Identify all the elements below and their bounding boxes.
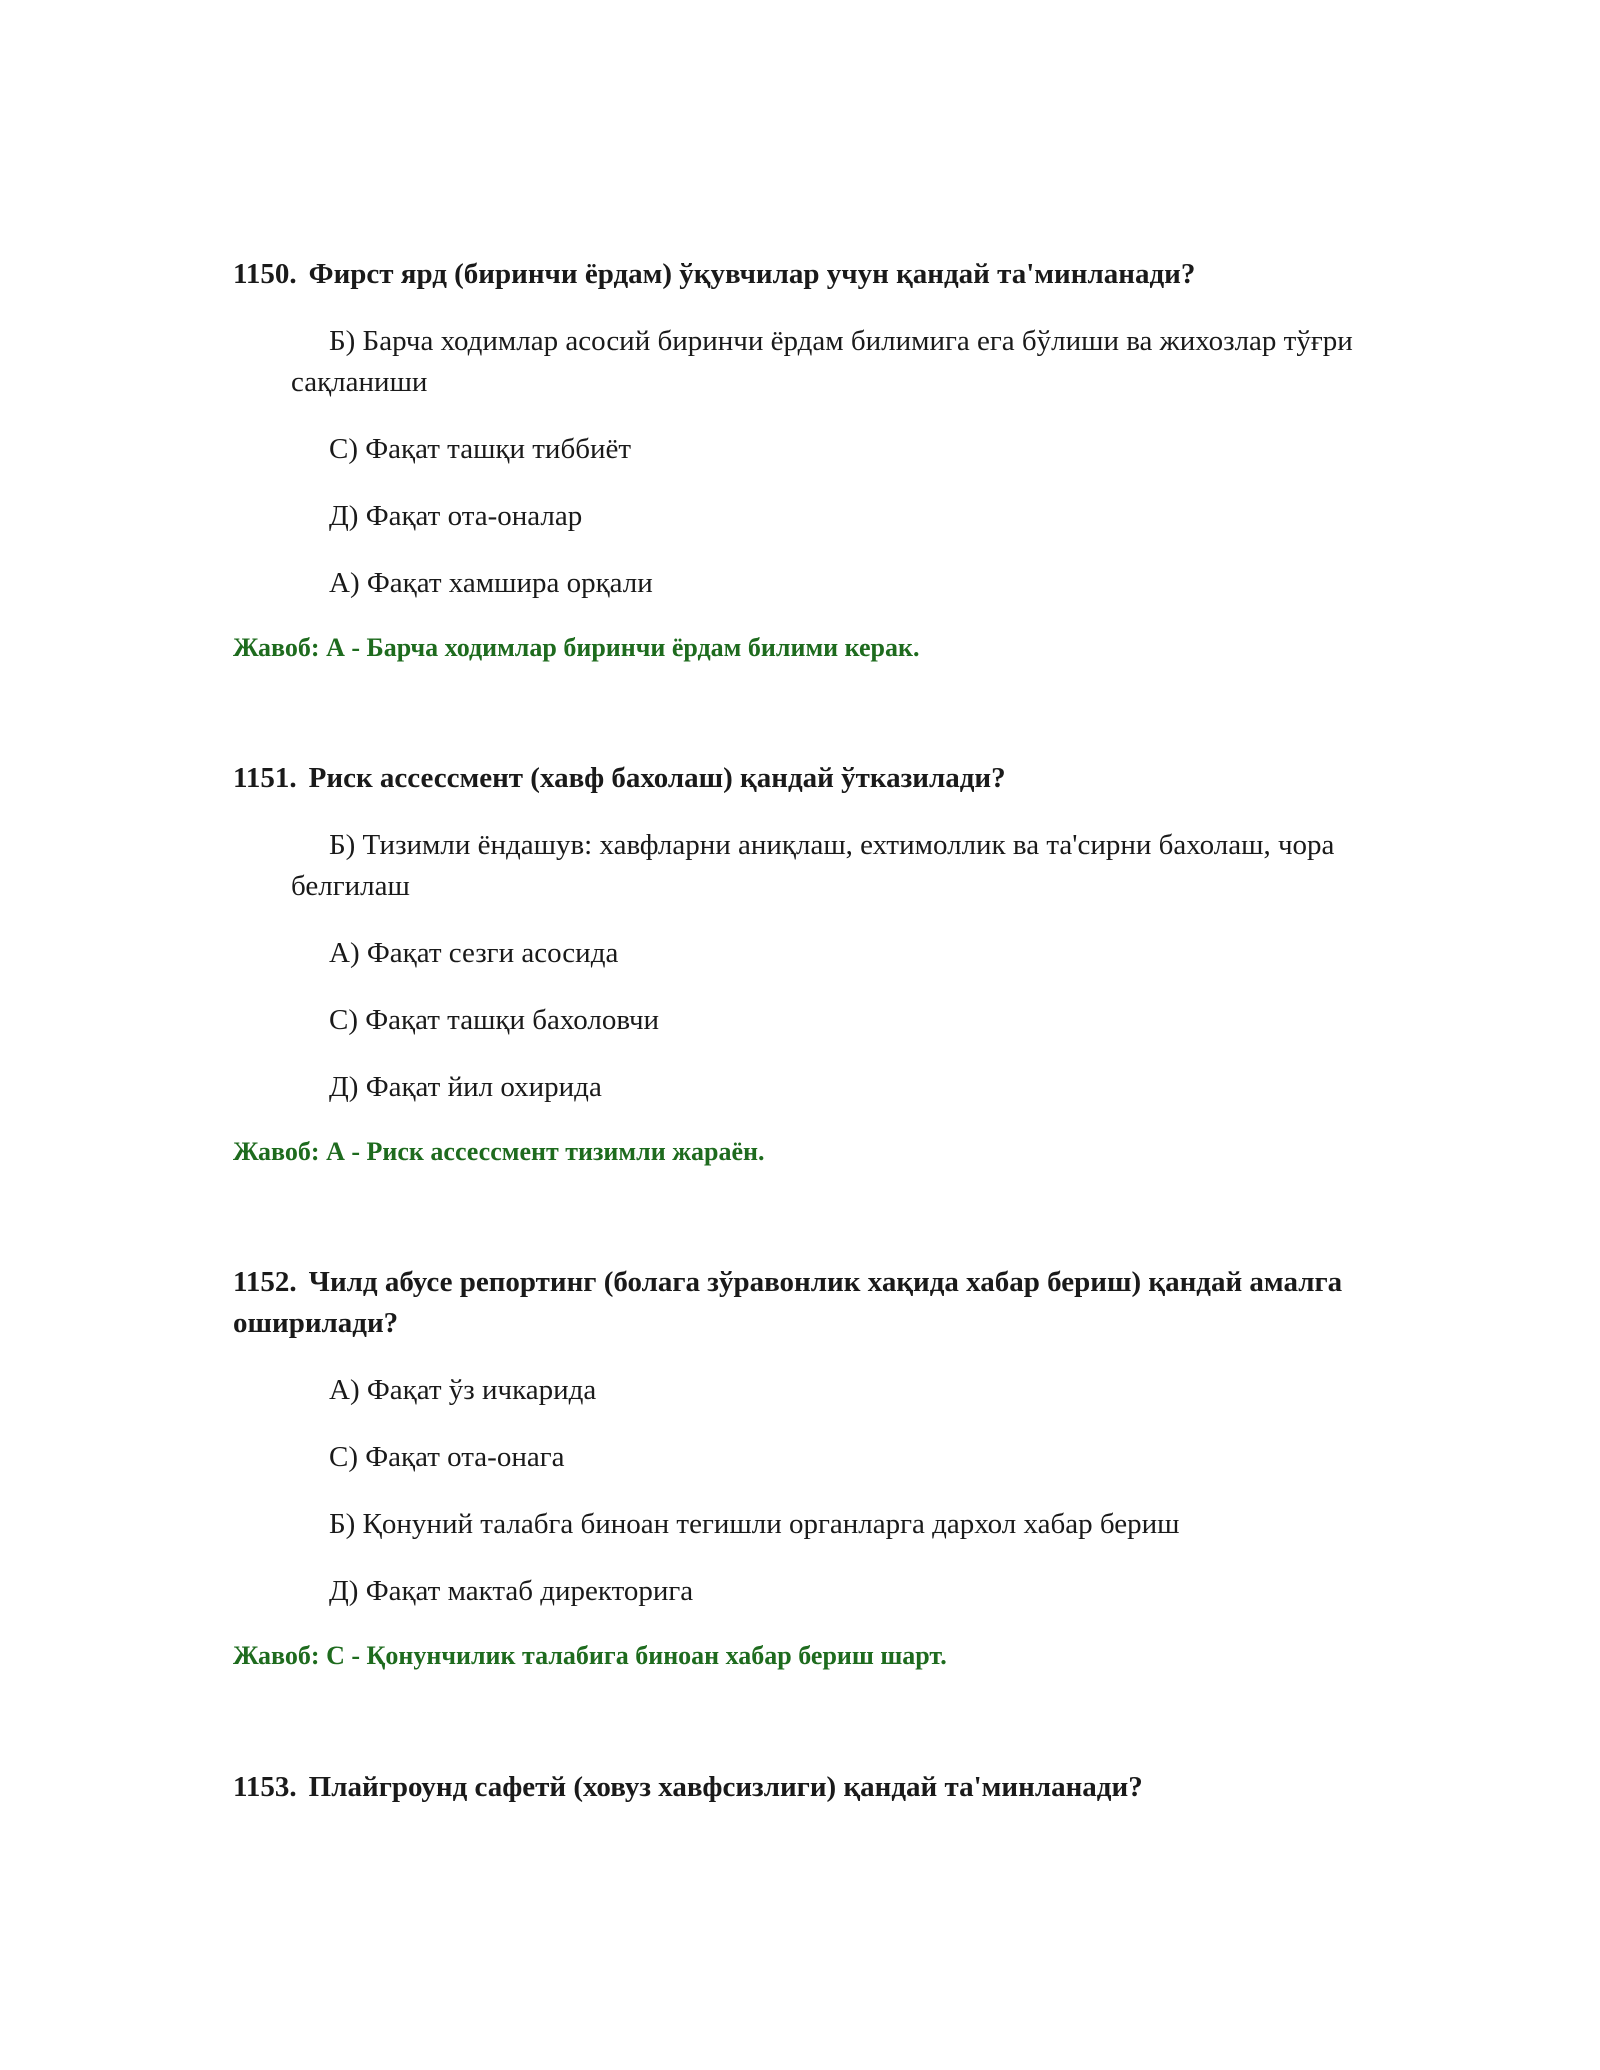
question-1151 [233, 758, 1393, 1170]
question-number: 1150. [233, 258, 297, 290]
question-text: Плайгроунд сафетй (ховуз хавфсизлиги) қандай та'минланади? [308, 1771, 1143, 1803]
question-text: Фирст ярд (биринчи ёрдам) ўқувчилар учун қандай та'минланади? [308, 258, 1196, 290]
question-title [233, 758, 1393, 799]
question-number: 1153. [233, 1771, 297, 1803]
question-1150 [233, 254, 1393, 666]
option-item: С) Фақат ташқи тиббиёт [329, 433, 632, 465]
option-item: А) Фақат ўз ичкарида [329, 1374, 597, 1406]
option-list [233, 321, 1393, 604]
question-1153 [233, 1767, 1393, 1808]
question-number: 1152. [233, 1266, 297, 1298]
answer-line: Жавоб: С - Қонунчилик талабига биноан хабар бериш шарт. [233, 1641, 947, 1670]
question-title [233, 1262, 1393, 1344]
option-item: Б) Қонуний талабга биноан тегишли органларга дархол хабар бериш [329, 1508, 1180, 1540]
option-item: А) Фақат хамшира орқали [329, 567, 653, 599]
option-item: Д) Фақат мактаб директорига [329, 1575, 694, 1607]
answer-line: Жавоб: А - Риск ассессмент тизимли жараён. [233, 1137, 765, 1166]
question-title [233, 254, 1393, 295]
option-item: Б) Барча ходимлар асосий биринчи ёрдам билимига ега бўлиши ва жихозлар тўғри сақланиши [291, 325, 1353, 398]
option-item: Б) Тизимли ёндашув: хавфларни аниқлаш, ехтимоллик ва та'сирни бахолаш, чора белгилаш [291, 829, 1335, 902]
question-title [233, 1767, 1393, 1808]
question-1152 [233, 1262, 1393, 1674]
question-text: Риск ассессмент (хавф бахолаш) қандай ўтказилади? [308, 762, 1006, 794]
option-item: Д) Фақат ота-оналар [329, 500, 583, 532]
option-item: А) Фақат сезги асосида [329, 937, 619, 969]
option-list [233, 1370, 1393, 1612]
option-list [233, 825, 1393, 1108]
option-item: С) Фақат ота-онага [329, 1441, 565, 1473]
question-number: 1151. [233, 762, 297, 794]
question-text: Чилд абусе репортинг (болага зўравонлик хақида хабар бериш) қандай амалга оширилади? [233, 1266, 1343, 1339]
answer-line: Жавоб: А - Барча ходимлар биринчи ёрдам билими керак. [233, 633, 920, 662]
option-item: Д) Фақат йил охирида [329, 1071, 602, 1103]
option-item: С) Фақат ташқи бахоловчи [329, 1004, 660, 1036]
